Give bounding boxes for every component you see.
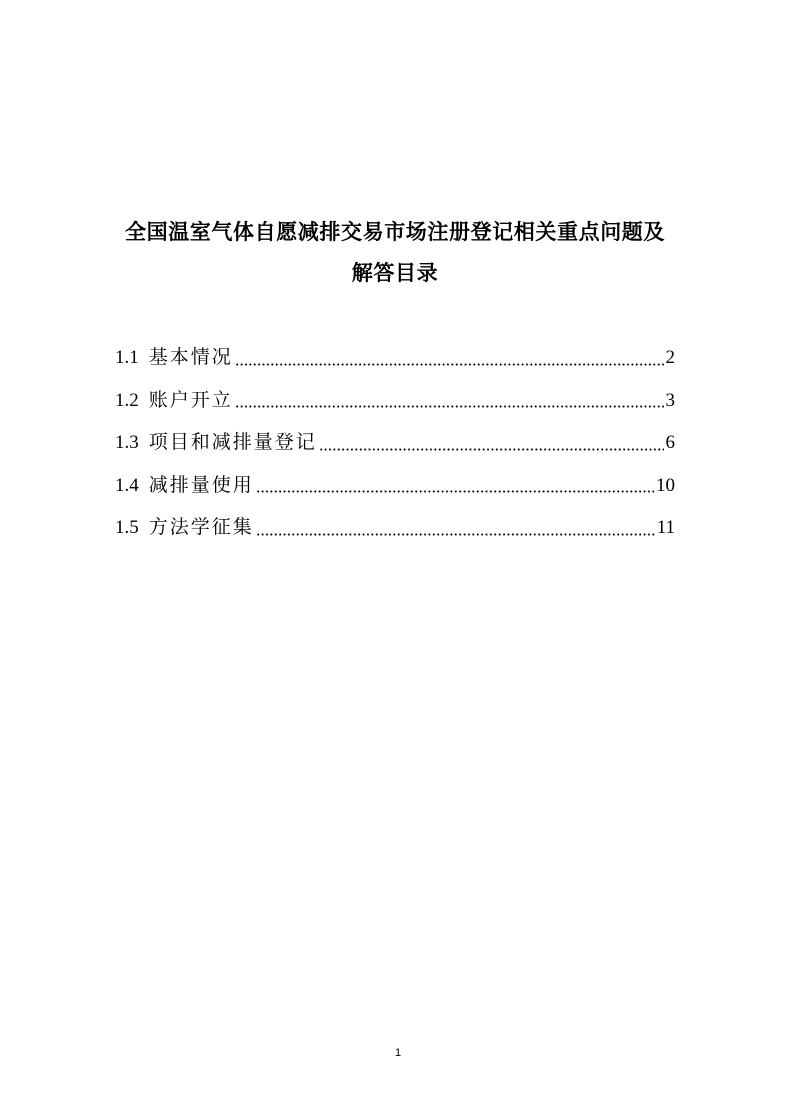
- toc-entry-1-5[interactable]: [115, 507, 675, 550]
- toc-dot-leader: [235, 363, 664, 366]
- toc-entry-page: 11: [656, 517, 675, 538]
- toc-dot-leader: [256, 490, 654, 493]
- toc-entry-number: 1.5: [115, 517, 139, 538]
- toc-entry-number: 1.1: [115, 347, 139, 368]
- toc-entry-1-2[interactable]: [115, 380, 675, 423]
- toc-dot-leader: [319, 448, 664, 451]
- table-of-contents: [115, 337, 675, 550]
- title-line-1: 全国温室气体自愿减排交易市场注册登记相关重点问题及: [125, 220, 665, 244]
- toc-entry-label: 基本情况: [148, 347, 233, 368]
- page-number: 1: [394, 1047, 402, 1059]
- toc-entry-page: 2: [665, 347, 675, 368]
- toc-entry-number: 1.3: [115, 432, 139, 453]
- toc-entry-number: 1.4: [115, 474, 139, 496]
- toc-dot-leader: [256, 533, 655, 536]
- document-title: [0, 212, 790, 294]
- toc-entry-label: 方法学征集: [148, 517, 254, 538]
- toc-entry-label: 减排量使用: [148, 474, 254, 496]
- toc-entry-1-3[interactable]: [115, 422, 675, 465]
- toc-entry-1-1[interactable]: [115, 337, 675, 380]
- toc-entry-page: 3: [665, 389, 675, 411]
- toc-entry-1-4[interactable]: [115, 465, 675, 508]
- toc-entry-label: 项目和减排量登记: [148, 432, 317, 453]
- toc-entry-page: 10: [656, 474, 675, 496]
- toc-entry-page: 6: [665, 432, 675, 453]
- toc-entry-number: 1.2: [115, 389, 139, 411]
- toc-entry-label: 账户开立: [148, 389, 233, 411]
- toc-dot-leader: [235, 405, 664, 408]
- title-line-2: 解答目录: [351, 261, 439, 285]
